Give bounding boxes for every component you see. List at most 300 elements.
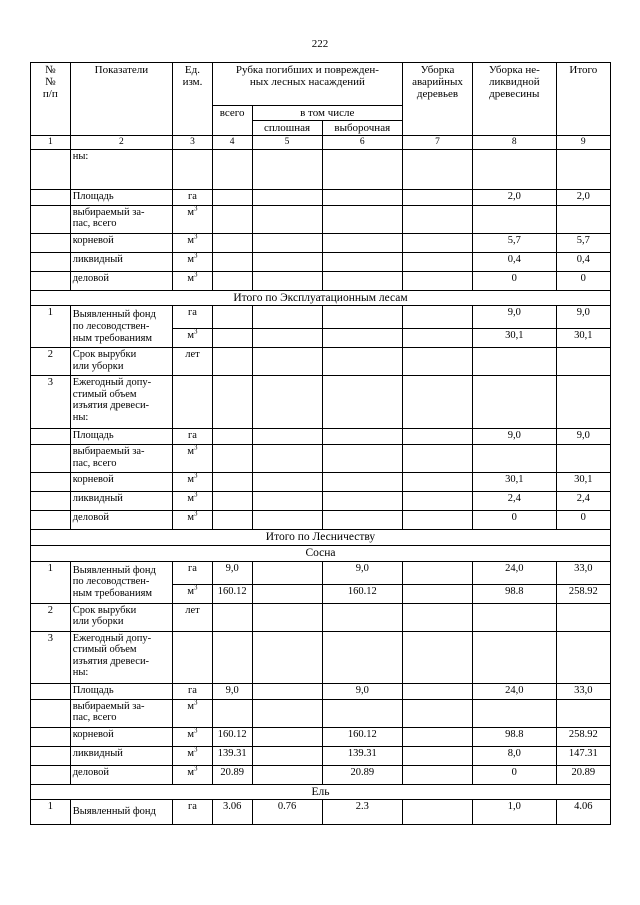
unit-m3: м — [187, 747, 195, 759]
table-row — [31, 306, 611, 329]
unit-m3-sup: 3 — [194, 510, 198, 518]
value-cell — [322, 511, 402, 530]
unit-cell — [173, 511, 213, 530]
unit-cell — [173, 765, 213, 784]
value-cell — [252, 473, 322, 492]
value-cell — [252, 252, 322, 271]
value-cell: 2.3 — [322, 800, 402, 825]
indicator-label: деловой — [70, 765, 172, 784]
value-cell — [403, 800, 473, 825]
indicator-label: деловой — [70, 511, 172, 530]
value-cell: 160.12 — [212, 727, 252, 746]
value-cell: 2,4 — [556, 492, 610, 511]
value-cell: 20.89 — [212, 765, 252, 784]
unit-cell — [173, 252, 213, 271]
empty-no-cell — [31, 511, 71, 530]
header-no: № № п/п — [31, 63, 71, 136]
table-row — [31, 252, 611, 271]
empty-no-cell — [31, 189, 71, 205]
table-row — [31, 473, 611, 492]
row-number: 3 — [31, 631, 71, 683]
header-felling: Рубка погибших и поврежден- ных лесных насаждений — [212, 63, 402, 106]
value-cell: 30,1 — [556, 329, 610, 348]
value-cell — [252, 765, 322, 784]
unit-cell — [173, 584, 213, 603]
value-cell — [403, 473, 473, 492]
unit-cell — [173, 205, 213, 233]
indicator-label: Срок вырубки или уборки — [70, 348, 172, 376]
value-cell — [212, 271, 252, 290]
table-row — [31, 233, 611, 252]
value-cell — [322, 329, 402, 348]
indicator-label: корневой — [70, 727, 172, 746]
unit-cell: лет — [173, 348, 213, 376]
value-cell: 160.12 — [322, 584, 402, 603]
empty-no-cell — [31, 149, 71, 189]
indicator-label: ликвидный — [70, 746, 172, 765]
value-cell — [403, 699, 473, 727]
header-clear: сплошная — [252, 121, 322, 136]
indicator-label: Выявленный фонд — [70, 800, 172, 825]
unit-m3-sup: 3 — [194, 205, 198, 213]
empty-cell — [403, 149, 473, 189]
unit-m3: м — [187, 766, 195, 778]
value-cell — [212, 511, 252, 530]
unit-cell — [173, 329, 213, 348]
value-cell — [403, 683, 473, 699]
col-number: 8 — [473, 136, 557, 149]
unit-m3: м — [187, 234, 195, 246]
empty-no-cell — [31, 252, 71, 271]
value-cell: 30,1 — [556, 473, 610, 492]
col-number: 2 — [70, 136, 172, 149]
unit-cell: га — [173, 429, 213, 445]
value-cell — [473, 348, 557, 376]
value-cell — [322, 348, 402, 376]
row-number: 1 — [31, 800, 71, 825]
value-cell: 258.92 — [556, 584, 610, 603]
header-emergency: Уборка аварийных деревьев — [403, 63, 473, 136]
value-cell: 0 — [473, 271, 557, 290]
value-cell — [473, 603, 557, 631]
value-cell — [322, 603, 402, 631]
unit-cell — [173, 473, 213, 492]
value-cell: 33,0 — [556, 561, 610, 584]
value-cell: 9,0 — [212, 561, 252, 584]
empty-cell — [252, 149, 322, 189]
value-cell — [322, 699, 402, 727]
value-cell: 139.31 — [212, 746, 252, 765]
empty-cell — [556, 376, 610, 429]
value-cell: 9,0 — [473, 306, 557, 329]
value-cell — [403, 233, 473, 252]
indicator-label: ны: — [70, 149, 172, 189]
unit-m3-sup: 3 — [194, 472, 198, 480]
value-cell: 0,4 — [556, 252, 610, 271]
indicator-label: деловой — [70, 271, 172, 290]
unit-m3: м — [187, 585, 195, 597]
value-cell — [252, 205, 322, 233]
table-row — [31, 445, 611, 473]
value-cell — [252, 699, 322, 727]
value-cell — [252, 329, 322, 348]
unit-m3-sup: 3 — [194, 746, 198, 754]
value-cell: 30,1 — [473, 473, 557, 492]
report-table — [30, 62, 611, 825]
indicator-label: Выявленный фонд по лесоводствен- ным требованиям — [70, 561, 172, 603]
col-number: 1 — [31, 136, 71, 149]
value-cell — [403, 348, 473, 376]
page-number: 222 — [311, 38, 329, 50]
value-cell: 98.8 — [473, 584, 557, 603]
indicator-label: Площадь — [70, 189, 172, 205]
unit-cell: лет — [173, 603, 213, 631]
empty-cell — [473, 631, 557, 683]
value-cell: 9,0 — [212, 683, 252, 699]
value-cell — [322, 189, 402, 205]
value-cell — [403, 511, 473, 530]
empty-cell — [322, 376, 402, 429]
value-cell — [322, 473, 402, 492]
unit-m3-sup: 3 — [194, 271, 198, 279]
empty-cell — [403, 631, 473, 683]
empty-cell — [173, 149, 213, 189]
header-indicators: Показатели — [70, 63, 172, 136]
empty-cell — [212, 149, 252, 189]
value-cell — [403, 205, 473, 233]
column-numbers-row — [31, 136, 611, 149]
table-row — [31, 603, 611, 631]
value-cell: 160.12 — [322, 727, 402, 746]
value-cell: 3.06 — [212, 800, 252, 825]
value-cell: 0,4 — [473, 252, 557, 271]
col-number: 5 — [252, 136, 322, 149]
value-cell — [212, 348, 252, 376]
unit-m3-sup: 3 — [194, 252, 198, 260]
unit-m3: м — [187, 728, 195, 740]
value-cell — [322, 252, 402, 271]
indicator-label: корневой — [70, 233, 172, 252]
empty-no-cell — [31, 445, 71, 473]
value-cell — [322, 271, 402, 290]
value-cell — [212, 445, 252, 473]
header-total: Итого — [556, 63, 610, 136]
table-row — [31, 545, 611, 561]
value-cell — [473, 445, 557, 473]
value-cell: 2,4 — [473, 492, 557, 511]
value-cell: 0 — [473, 765, 557, 784]
empty-no-cell — [31, 271, 71, 290]
indicator-label: Площадь — [70, 683, 172, 699]
value-cell: 0.76 — [252, 800, 322, 825]
value-cell — [252, 189, 322, 205]
unit-m3: м — [187, 493, 195, 505]
value-cell — [322, 205, 402, 233]
table-row — [31, 727, 611, 746]
value-cell — [322, 445, 402, 473]
value-cell — [403, 445, 473, 473]
unit-cell: га — [173, 561, 213, 584]
value-cell — [252, 603, 322, 631]
table-row — [31, 290, 611, 306]
value-cell: 8,0 — [473, 746, 557, 765]
value-cell: 20.89 — [556, 765, 610, 784]
table-row — [31, 149, 611, 189]
value-cell — [403, 727, 473, 746]
unit-m3: м — [187, 206, 195, 218]
unit-m3: м — [187, 700, 195, 712]
indicator-label: Выявленный фонд по лесоводствен- ным требованиям — [70, 306, 172, 348]
table-row — [31, 530, 611, 546]
empty-cell — [473, 149, 557, 189]
unit-cell — [173, 271, 213, 290]
empty-cell — [556, 631, 610, 683]
empty-no-cell — [31, 765, 71, 784]
unit-m3: м — [187, 512, 195, 524]
value-cell — [212, 306, 252, 329]
value-cell: 258.92 — [556, 727, 610, 746]
header-incl: в том числе — [252, 106, 402, 121]
header-unit: Ед. изм. — [173, 63, 213, 136]
value-cell: 24,0 — [473, 561, 557, 584]
value-cell: 2,0 — [556, 189, 610, 205]
empty-no-cell — [31, 699, 71, 727]
unit-cell — [173, 699, 213, 727]
indicator-label: выбираемый за- пас, всего — [70, 445, 172, 473]
unit-m3-sup: 3 — [194, 491, 198, 499]
unit-m3: м — [187, 446, 195, 458]
value-cell — [252, 511, 322, 530]
empty-no-cell — [31, 429, 71, 445]
value-cell: 5,7 — [556, 233, 610, 252]
empty-no-cell — [31, 683, 71, 699]
table-row — [31, 746, 611, 765]
col-number: 9 — [556, 136, 610, 149]
value-cell — [403, 306, 473, 329]
value-cell — [212, 603, 252, 631]
unit-m3: м — [187, 253, 195, 265]
unit-m3: м — [187, 474, 195, 486]
empty-cell — [252, 631, 322, 683]
empty-cell — [473, 376, 557, 429]
row-number: 2 — [31, 603, 71, 631]
value-cell — [212, 329, 252, 348]
empty-cell — [556, 149, 610, 189]
value-cell — [403, 189, 473, 205]
section-subtitle: Сосна — [31, 545, 611, 561]
value-cell — [212, 429, 252, 445]
value-cell — [403, 271, 473, 290]
unit-cell: га — [173, 800, 213, 825]
value-cell — [556, 348, 610, 376]
unit-cell: га — [173, 683, 213, 699]
table-row — [31, 699, 611, 727]
unit-cell — [173, 233, 213, 252]
indicator-label: Ежегодный допу- стимый объем изъятия древеси- ны: — [70, 376, 172, 429]
empty-cell — [173, 376, 213, 429]
value-cell — [212, 492, 252, 511]
empty-no-cell — [31, 205, 71, 233]
table-row — [31, 189, 611, 205]
value-cell — [403, 561, 473, 584]
value-cell — [212, 189, 252, 205]
section-title: Итого по Лесничеству — [31, 530, 611, 546]
value-cell: 9,0 — [556, 429, 610, 445]
value-cell — [473, 699, 557, 727]
col-number: 3 — [173, 136, 213, 149]
unit-cell — [173, 445, 213, 473]
indicator-label: Срок вырубки или уборки — [70, 603, 172, 631]
table-row — [31, 683, 611, 699]
table-row — [31, 511, 611, 530]
value-cell — [252, 271, 322, 290]
empty-cell — [252, 376, 322, 429]
row-number: 2 — [31, 348, 71, 376]
value-cell — [403, 429, 473, 445]
empty-no-cell — [31, 473, 71, 492]
value-cell: 160.12 — [212, 584, 252, 603]
value-cell: 1,0 — [473, 800, 557, 825]
indicator-label: ликвидный — [70, 492, 172, 511]
unit-m3: м — [187, 330, 195, 342]
value-cell — [212, 233, 252, 252]
value-cell — [252, 492, 322, 511]
value-cell — [212, 252, 252, 271]
value-cell: 20.89 — [322, 765, 402, 784]
value-cell: 9,0 — [473, 429, 557, 445]
value-cell: 9,0 — [322, 683, 402, 699]
value-cell — [556, 603, 610, 631]
value-cell — [556, 699, 610, 727]
value-cell: 30,1 — [473, 329, 557, 348]
value-cell — [252, 306, 322, 329]
value-cell — [403, 252, 473, 271]
unit-m3-sup: 3 — [194, 444, 198, 452]
value-cell — [212, 473, 252, 492]
unit-m3-sup: 3 — [194, 699, 198, 707]
table-row — [31, 376, 611, 429]
value-cell — [252, 348, 322, 376]
empty-no-cell — [31, 746, 71, 765]
unit-m3: м — [187, 272, 195, 284]
unit-m3-sup: 3 — [194, 584, 198, 592]
empty-cell — [322, 149, 402, 189]
value-cell — [473, 205, 557, 233]
indicator-label: выбираемый за- пас, всего — [70, 699, 172, 727]
unit-cell: га — [173, 306, 213, 329]
value-cell — [212, 699, 252, 727]
unit-cell — [173, 492, 213, 511]
value-cell: 5,7 — [473, 233, 557, 252]
value-cell: 0 — [473, 511, 557, 530]
table-row — [31, 561, 611, 584]
value-cell: 98.8 — [473, 727, 557, 746]
value-cell — [252, 683, 322, 699]
table-row — [31, 765, 611, 784]
table-row — [31, 271, 611, 290]
header-total-all: всего — [212, 106, 252, 136]
value-cell — [403, 584, 473, 603]
unit-cell — [173, 746, 213, 765]
value-cell — [252, 429, 322, 445]
value-cell — [322, 233, 402, 252]
value-cell: 0 — [556, 511, 610, 530]
value-cell: 139.31 — [322, 746, 402, 765]
col-number: 6 — [322, 136, 402, 149]
unit-m3-sup: 3 — [194, 328, 198, 336]
value-cell — [252, 727, 322, 746]
value-cell: 9,0 — [556, 306, 610, 329]
value-cell — [403, 603, 473, 631]
table-row — [31, 348, 611, 376]
empty-cell — [322, 631, 402, 683]
value-cell — [556, 445, 610, 473]
value-cell: 4.06 — [556, 800, 610, 825]
empty-cell — [403, 376, 473, 429]
unit-cell — [173, 727, 213, 746]
value-cell: 9,0 — [322, 561, 402, 584]
value-cell — [403, 765, 473, 784]
col-number: 7 — [403, 136, 473, 149]
value-cell — [252, 584, 322, 603]
empty-no-cell — [31, 233, 71, 252]
table-row — [31, 631, 611, 683]
empty-cell — [212, 631, 252, 683]
unit-m3-sup: 3 — [194, 233, 198, 241]
header-nonliquid: Уборка не- ликвидной древесины — [473, 63, 557, 136]
indicator-label: Ежегодный допу- стимый объем изъятия древеси- ны: — [70, 631, 172, 683]
value-cell: 147.31 — [556, 746, 610, 765]
unit-m3-sup: 3 — [194, 765, 198, 773]
table-row — [31, 205, 611, 233]
value-cell — [252, 445, 322, 473]
row-number: 3 — [31, 376, 71, 429]
empty-no-cell — [31, 727, 71, 746]
value-cell — [252, 746, 322, 765]
indicator-label: выбираемый за- пас, всего — [70, 205, 172, 233]
value-cell — [322, 492, 402, 511]
value-cell — [403, 329, 473, 348]
empty-cell — [173, 631, 213, 683]
empty-no-cell — [31, 492, 71, 511]
indicator-label: ликвидный — [70, 252, 172, 271]
value-cell — [403, 746, 473, 765]
col-number: 4 — [212, 136, 252, 149]
value-cell — [556, 205, 610, 233]
section-title: Итого по Эксплуатационным лесам — [31, 290, 611, 306]
value-cell — [322, 306, 402, 329]
value-cell — [322, 429, 402, 445]
value-cell — [252, 233, 322, 252]
empty-cell — [212, 376, 252, 429]
indicator-label: корневой — [70, 473, 172, 492]
value-cell: 33,0 — [556, 683, 610, 699]
table-row — [31, 800, 611, 825]
value-cell — [252, 561, 322, 584]
indicator-label: Площадь — [70, 429, 172, 445]
unit-cell: га — [173, 189, 213, 205]
value-cell — [403, 492, 473, 511]
section-subtitle: Ель — [31, 784, 611, 800]
table-row — [31, 429, 611, 445]
value-cell: 24,0 — [473, 683, 557, 699]
header-selective: выборочная — [322, 121, 402, 136]
value-cell: 0 — [556, 271, 610, 290]
table-row — [31, 492, 611, 511]
value-cell — [212, 205, 252, 233]
row-number: 1 — [31, 306, 71, 348]
unit-m3-sup: 3 — [194, 727, 198, 735]
